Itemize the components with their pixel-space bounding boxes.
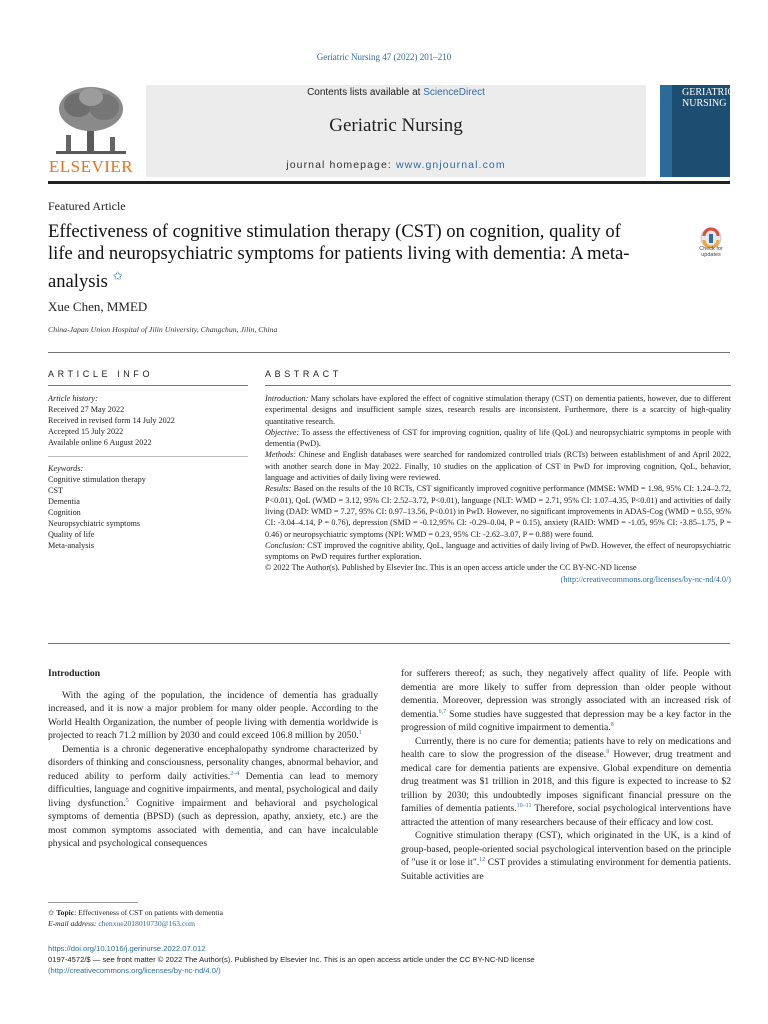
keyword-item: Cognitive stimulation therapy [48,475,146,484]
body-paragraph [401,735,731,830]
doi-link[interactable]: https://doi.org/10.1016/j.gerinurse.2022.07.012 [48,944,206,953]
abstract-label: Introduction: [265,394,309,403]
history-label: Article history: [48,394,98,403]
body-paragraph [48,743,378,851]
bottom-license-link[interactable]: (http://creativecommons.org/licenses/by-nc-nd/4.0/) [48,966,221,975]
abstract-copyright: © 2022 The Author(s). Published by Elsevier Inc. This is an open access article under the CC BY-NC-ND license [265,563,637,573]
email-label: E-mail address: [48,919,97,928]
body-right-column [401,667,731,883]
author-affiliation: China-Japan Union Hospital of Jilin University, Changchun, Jilin, China [48,325,278,334]
reference-link[interactable]: 8 [610,721,614,728]
abstract-results [265,483,731,539]
abstract-heading: ABSTRACT [265,369,342,379]
reference-link[interactable]: 9 [606,748,610,755]
body-text: Dementia is a chronic degenerative encephalopathy syndrome characterized by disorders of thinking and consciousness, personality changes, abnormal behavior, and reduced ability to perform daily activities. [48,743,378,782]
check-for-updates-label: Check for updates [699,246,723,258]
abstract-methods [265,449,731,483]
keyword-item: Neuropsychiatric symptoms [48,519,141,528]
section-heading-introduction: Introduction [48,668,101,679]
header-divider [48,181,730,184]
body-text: for sufferers thereof; as such, they negatively affect quality of life. People with dementia are more likely to suffer from depression than older people without dementia. Moreover, depression was strongly associated with an increased risk of dementia. [401,668,731,720]
elsevier-logo[interactable] [48,85,134,177]
article-title-text: Effectiveness of cognitive stimulation therapy (CST) on cognition, quality of life and neuropsychiatric symptoms for patients living with dementia: A meta-analysis [48,221,630,293]
abstract-label: Objective: [265,427,300,437]
article-info-rule [48,385,248,386]
history-item: Received 27 May 2022 [48,405,125,414]
body-text: Therefore, social psychological interventions have attracted the attention of many researchers because of their efficacy and low cost. [401,803,731,828]
sciencedirect-link[interactable]: ScienceDirect [423,87,485,98]
reference-link[interactable]: 12 [479,856,486,863]
reference-link[interactable]: 6,7 [438,708,447,715]
article-history [48,393,248,448]
footnote-rule [48,902,138,903]
abstract-bottom-divider [48,643,730,644]
journal-cover-image[interactable] [660,85,735,177]
history-item: Available online 6 August 2022 [48,438,152,447]
keyword-item: Quality of life [48,530,95,539]
homepage-prefix: journal homepage: [286,159,396,171]
abstract-text: CST improved the cognitive ability, QoL, language and activities of daily living of PwD. However, the effect of neuropsychiatric symptoms on PwD requires further exploration. [265,540,731,562]
abstract-text: Chinese and English databases were searched for randomized controlled trials (RCTs) between establishment of and April 2022, with another search done in May 2022. Finally, 10 studies on the application of CST in PwD for improving cognition, QoL, behavior, language and activities of daily living were reviewed. [265,450,732,483]
keywords-list [48,463,248,551]
footnote-topic-text: : Effectiveness of CST on patients with dementia [74,908,223,917]
keyword-item: CST [48,486,64,495]
keyword-item: Dementia [48,497,80,506]
homepage-link[interactable]: www.gnjournal.com [395,159,506,171]
abstract-body [265,393,731,585]
author-name[interactable]: Xue Chen, MMED [48,299,148,314]
keyword-item: Meta-analysis [48,541,94,550]
footnote-topic [48,907,378,918]
publisher-name: ELSEVIER [48,157,134,176]
journal-name: Geriatric Nursing [329,115,463,136]
footnote-topic-label: Topic [56,908,75,917]
abstract-rule [265,385,731,386]
abstract-conclusion [265,540,731,563]
body-text: Some studies have suggested that depression may be a key factor in the progression of mild cognitive impairment to dementia. [401,708,731,733]
body-paragraph [48,689,378,743]
elsevier-tree-icon [52,85,130,157]
body-text: However, drug treatment and medical care for dementia patients are expensive. Global expenditure on dementia drug treatment was $1 trillion in 2018, and this figure is expected to increase to $2 trillion by 2030; this undoubtedly imposes significant financial pressure on the families of dementia patients. [401,749,731,814]
abstract-objective [265,427,731,450]
cover-spine [660,85,672,177]
reference-link[interactable]: 5 [125,797,129,804]
body-text: Dementia can lead to memory difficulties, language and cognitive impairments, and mental, psychological and daily living dysfunction. [48,770,378,809]
abstract-label: Conclusion: [265,540,306,550]
issn-line: 0197-4572/$ — see front matter © 2022 The Author(s). Published by Elsevier Inc. This is an open access article under the CC BY-NC-ND license [48,955,535,964]
article-info-heading: ARTICLE INFO [48,369,154,379]
abstract-label: Results: [265,484,292,494]
footnote-email [48,918,378,929]
abstract-text: Many scholars have explored the effect of cognitive stimulation therapy (CST) on dementia patients, however, due to different experimental designs and insufficient sample sizes, research results are inconsistent. Furthermore, there is a scarcity of high-quality quantitative research. [265,394,732,426]
cover-title-line-2: NURSING [682,98,727,109]
reference-link[interactable]: 2–4 [230,770,240,777]
body-text: CST provides a stimulating environment for dementia patients. Suitable activities are [401,857,731,882]
history-item: Accepted 15 July 2022 [48,427,124,436]
article-type: Featured Article [48,199,126,213]
article-title [48,221,648,293]
abstract-label: Methods: [265,450,296,460]
abstract-text: Based on the results of the 10 RCTs, CST significantly improved cognitive performance (MMSE: WMD = 1.98, 95% CI: 1.24–2.72, P<0.01), QoL (WMD = 3.12, 95% CI: 2.52–3.72, P<0.01), language (NLT: WMD = 2.71, 95% CI: 1.07–4.35, P<0.01) and activities of daily living (DAD: WMD = 7.27, 95% CI: 0.97–13.56, P<0.01) in PwD. However, no significant improvements in ADAS-Cog (WMD = 0.55, 95% CI: -3.04–4.14, P = 0.76), depression (SMD = -0.12,95% CI: -0.29–0.04, P = 0.15), anxiety (RAID: WMD = -1.05, 95% CI: -3.85–1.75, P = 0.46) or neuropsychiatric symptoms (NPI: WMD = 0.23, 95% CI: -2.62–3.07, P = 0.88) were found. [265,484,732,539]
journal-citation[interactable]: Geriatric Nursing 47 (2022) 201–210 [316,52,452,62]
journal-info-box [146,85,646,177]
journal-banner [48,85,735,177]
keywords-label: Keywords: [48,464,84,473]
contents-line [146,87,646,98]
title-divider [48,352,730,353]
abstract-license-link[interactable]: (http://creativecommons.org/licenses/by-nc-nd/4.0/) [560,574,731,584]
contents-prefix: Contents lists available at [307,87,424,98]
keywords-rule [48,456,248,457]
cover-title-line-1: GERIATRIC [682,87,735,98]
body-paragraph [401,667,731,735]
reference-link[interactable]: 10–11 [516,802,532,809]
history-item: Received in revised form 14 July 2022 [48,416,175,425]
body-text: Cognitive impairment and behavioral and psychological symptoms of dementia (BPSD) (such as depression, apathy, anxiety, etc.) are the most common symptoms associated with dementia, and can have incalculable physical and psychological consequences [48,797,379,849]
abstract-text: To assess the effectiveness of CST for improving cognition, quality of life (QoL) and neuropsychiatric symptoms in people with dementia (PwD). [265,427,731,449]
body-left-column [48,667,378,851]
body-text: With the aging of the population, the incidence of dementia has gradually increased, and it is now a major problem for many older people. According to the World Health Organization, the number of people living with dementia worldwide is projected to reach 71.2 million by 2030 and could exceed 106.8 million by 2050. [48,689,378,741]
cover-title [682,87,735,109]
doi-line [48,943,730,954]
bottom-license-line [48,965,730,976]
reference-link[interactable]: 1 [358,729,362,736]
keyword-item: Cognition [48,508,81,517]
journal-homepage [146,159,646,171]
email-link[interactable]: chenxue2018010730@163.com [98,919,195,928]
title-footnote-icon[interactable]: ✩ [112,269,123,283]
body-paragraph [401,829,731,883]
body-text: Currently, there is no cure for dementia; patients have to rely on medications and health care to slow the progression of the disease. [401,735,731,760]
footnote-star-icon: ✩ [48,908,55,917]
body-text: Cognitive stimulation therapy (CST), which originated in the UK, is a kind of group-based, people-oriented social psychological intervention based on the principle of "use it or lose it". [401,830,731,868]
abstract-introduction [265,393,731,427]
paragraph-spacer [48,681,378,689]
